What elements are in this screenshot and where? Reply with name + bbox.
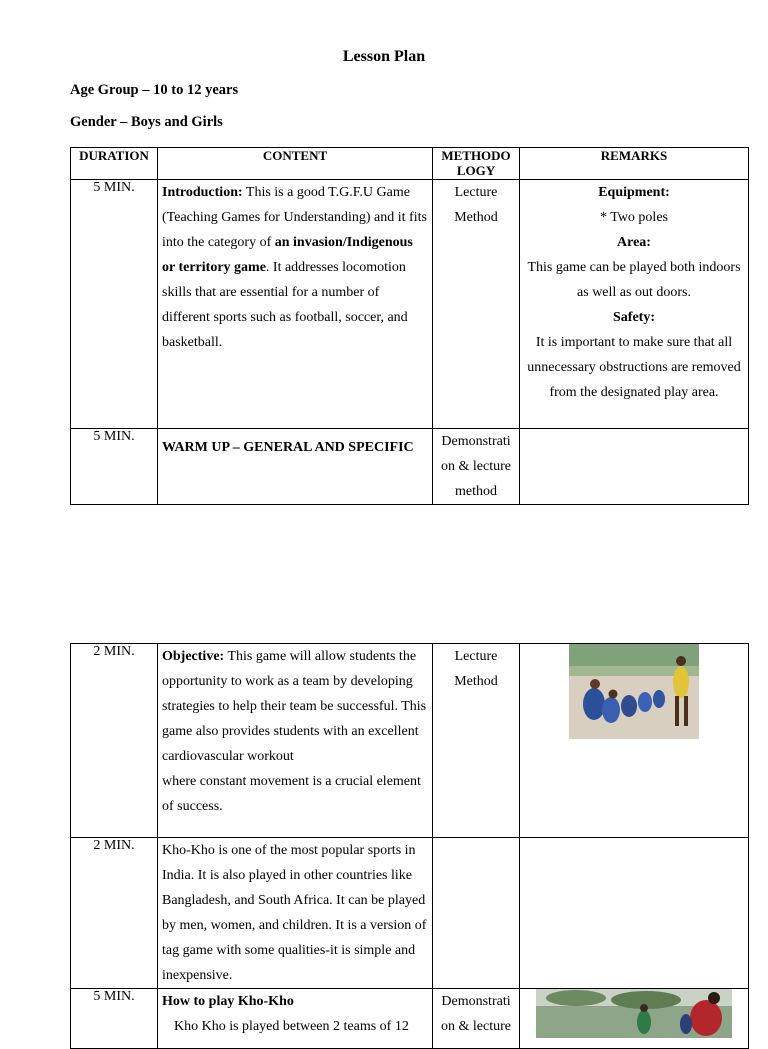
duration-cell: 2 MIN. [71,644,158,838]
content-text: This is a good T.G.F.U Game (Teaching Games for Understanding) and it fits into the category of [162,185,427,250]
area-value: This game can be played both indoors as well as out doors. [527,260,741,300]
duration-cell: 2 MIN. [71,838,158,989]
content-bold-text: How to play Kho-Kho [162,994,294,1009]
table-header-row [71,148,749,180]
safety-value: It is important to make sure that all unnecessary obstructions are removed from the designated play area. [527,335,741,400]
remarks-cell [520,429,749,505]
table-row [71,838,749,989]
content-cell [158,180,433,429]
table-row [71,429,749,505]
table-row [71,180,749,429]
header-duration: DURATION [71,148,158,180]
methodology-cell: Demonstrati on & lecture method [433,429,520,505]
content-cell [158,989,433,1049]
content-bold-text: Introduction: [162,185,243,200]
content-bold-text: Objective: [162,649,225,664]
kho-kho-match-photo [536,989,732,1039]
header-methodology: METHODO LOGY [433,148,520,180]
methodology-cell: Lecture Method [433,180,520,429]
content-text: where constant movement is a crucial element of success. [162,774,421,814]
safety-label: Safety: [613,310,655,325]
remarks-cell [520,644,749,838]
equipment-value: * Two poles [600,210,668,225]
methodology-cell: Demonstrati on & lecture [433,989,520,1049]
equipment-label: Equipment: [598,185,670,200]
duration-cell: 5 MIN. [71,429,158,505]
content-bold-text: WARM UP – GENERAL AND SPECIFIC [162,440,414,455]
lesson-table-2 [70,643,749,1049]
area-label: Area: [617,235,651,250]
kho-kho-players-photo [569,644,699,739]
header-content: CONTENT [158,148,433,180]
methodology-cell: Lecture Method [433,644,520,838]
lesson-table-1 [70,147,749,505]
page-title: Lesson Plan [342,48,426,65]
content-text: This game will allow students the opportunity to work as a team by developing strategies to help their team be successful. This game also provides students with an excellent cardiovascular workout [162,649,427,764]
content-cell [158,644,433,838]
gender: Gender – Boys and Girls [70,114,223,130]
age-group: Age Group – 10 to 12 years [70,82,239,98]
header-remarks: REMARKS [520,148,749,180]
remarks-cell [520,838,749,989]
duration-cell: 5 MIN. [71,989,158,1049]
remarks-cell [520,989,749,1049]
table-row [71,989,749,1049]
content-bold-text: an invasion/Indigenous or territory game [162,235,413,275]
content-text: Kho Kho is played between 2 teams of 12 [174,1019,409,1034]
content-text: . It addresses locomotion skills that are essential for a number of different sports such as football, soccer, and basketball. [162,260,408,350]
remarks-cell [520,180,749,429]
duration-cell: 5 MIN. [71,180,158,429]
table-row [71,644,749,838]
content-cell [158,429,433,505]
content-text: Kho-Kho is one of the most popular sports in India. It is also played in other countries like Bangladesh, and South Africa. It can be played by men, women, and children. It is a version of tag game with some qualities-it is simple and inexpensive. [162,843,427,983]
methodology-cell [433,838,520,989]
content-cell [158,838,433,989]
